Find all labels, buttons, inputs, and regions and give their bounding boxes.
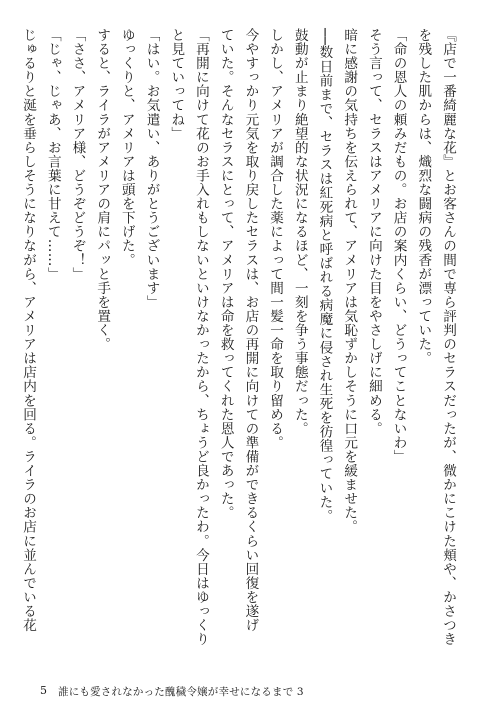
vertical-body-text: [20, 28, 460, 647]
text-line: 今やすっかり元気を取り戻したセラスは、お店の再開に向けての準備ができるくらい回復を遂げ: [242, 28, 259, 633]
text-line: 「ささ、アメリア様、どうぞどうぞ！」: [69, 28, 86, 281]
text-line: そう言って、セラスはアメリアに向けた目をやさしげに細める。: [365, 28, 382, 436]
text-line: 「じゃ、じゃあ、お言葉に甘えて……」: [44, 28, 61, 281]
text-line: 「はい。お気遣い、ありがとうございます」: [143, 28, 160, 309]
page-number: 5: [40, 684, 47, 697]
text-line: すると、ライラがアメリアの肩にパッと手を置く。: [94, 28, 111, 352]
text-line: ──数日前まで、セラスは紅死病と呼ばれる病魔に侵され生死を彷徨っていた。: [316, 28, 333, 523]
text-line: と見ていってね」: [168, 28, 185, 141]
text-line: 『店で一番綺麗な花』とお客さんの間で専ら評判のセラスだったが、微かにこけた頬や、かさつき: [440, 28, 456, 647]
text-line: 「命の恩人の頼みだもの。お店の案内くらい、どうってことないわ」: [390, 28, 407, 464]
page-footer: [0, 684, 500, 700]
text-line: ていた。そんなセラスにとって、アメリアは命を救ってくれた恩人であった。: [217, 28, 234, 520]
text-line: を残した肌からは、熾烈な闘病の残香が漂っていた。: [415, 28, 432, 366]
text-line: 暗に感謝の気持ちを伝えられて、アメリアは気恥ずかしそうに口元を緩ませた。: [341, 28, 358, 534]
text-line: じゅるりと涎を垂らしそうになりながら、アメリアは店内を回る。ライラのお店に並んでいる花: [20, 28, 37, 633]
running-title: 誰にも愛されなかった醜穢令嬢が幸せになるまで 3: [58, 686, 304, 698]
text-line: 鼓動が止まり絶望的な状況になるほど、一刻を争う事態だった。: [291, 28, 308, 436]
text-line: ゆっくりと、アメリアは頭を下げた。: [118, 28, 135, 267]
text-line: 「再開に向けて花のお手入れもしないといけなかったから、ちょうど良かったわ。今日はゆっくり: [192, 28, 209, 647]
text-line: しかし、アメリアが調合した薬によって間一髪一命を取り留める。: [267, 28, 284, 450]
